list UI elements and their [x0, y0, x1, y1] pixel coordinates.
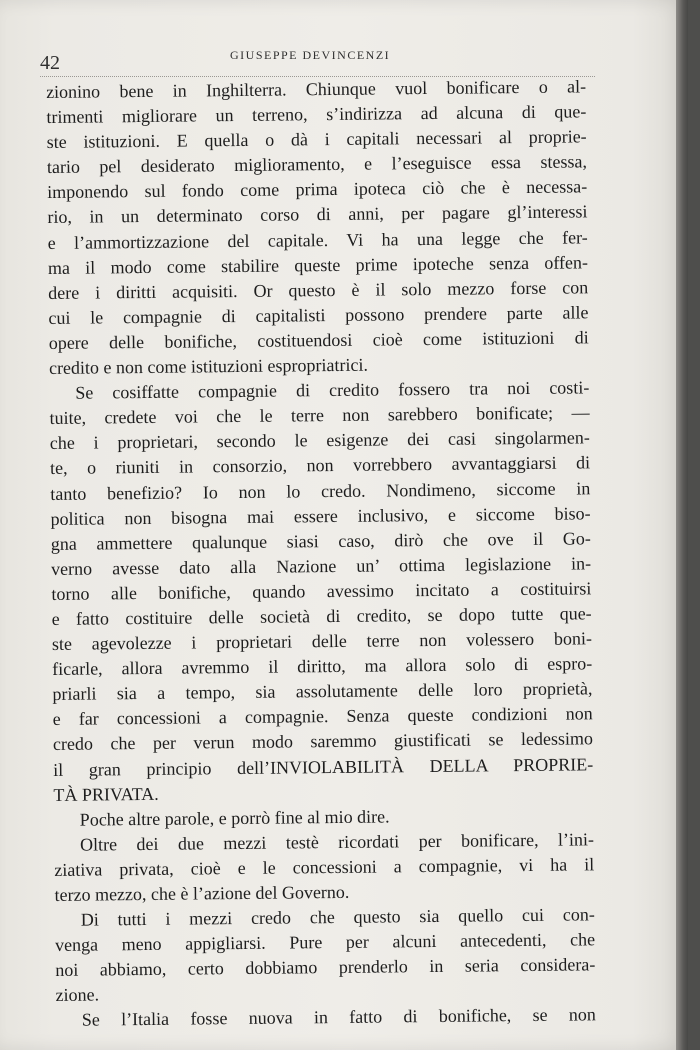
text-line: il gran principio dell’INVIOLABILITÀ DELLA PROPRIE-	[53, 753, 594, 780]
text-line: zionino bene in Inghilterra. Chiunque vuol bonificare o al-	[46, 76, 587, 102]
text-line: e fatto costituire delle società di credito, se dopo tutte que-	[51, 603, 592, 629]
text-line: tanto benefizio? Io non lo credo. Nondimeno, siccome in	[50, 477, 591, 504]
text-line: TÀ PRIVATA.	[53, 783, 159, 805]
text-line: politica non bisogna mai essere inclusivo, e siccome biso-	[50, 502, 591, 529]
text-line: gna ammettere qualunque siasi caso, dirò che ove il Go-	[50, 528, 591, 554]
text-line: te, o riuniti in consorzio, non vorrebbero avvantaggiarsi di	[49, 452, 591, 479]
text-line: ficarle, allora avremmo il diritto, ma allora solo di espro-	[52, 653, 593, 680]
text-line: verno avesse dato alla Nazione un’ ottima legislazione in-	[51, 553, 592, 579]
text-line: Se l’Italia fosse nuova in fatto di bonifiche, se non	[81, 1004, 596, 1031]
page-gutter-shadow	[676, 0, 688, 1050]
text-line: credo che per verun modo saremmo giustificati se ledessimo	[52, 728, 594, 755]
text-line: Oltre dei due mezzi testè ricordati per bonificare, l’ini-	[79, 829, 595, 855]
text-line: tuite, credete voi che le terre non sarebbero bonificate; —	[49, 402, 590, 429]
text-line: ziativa privata, cioè e le concessioni a compagnie, vi ha il	[54, 854, 595, 880]
text-line: venga meno appigliarsi. Pure per alcuni antecedenti, che	[54, 929, 596, 956]
text-line: ma il modo come stabilire queste prime ipoteche senza offen-	[47, 251, 589, 278]
body-text	[46, 74, 596, 1033]
text-line: tario pel desiderato miglioramento, e l’eseguisce essa stessa,	[46, 151, 587, 178]
text-line: e far concessioni a compagnie. Senza queste condizioni non	[52, 703, 593, 730]
text-line: zione.	[55, 984, 100, 1006]
text-line: Di tutti i mezzi credo che questo sia quello cui con-	[80, 904, 595, 930]
text-line: priarli sia a tempo, sia assolutamente delle loro proprietà,	[52, 678, 593, 705]
text-line: che i proprietari, secondo le esigenze dei casi singolarmen-	[49, 427, 590, 454]
text-line: e l’ammortizzazione del capitale. Vi ha una legge che fer-	[47, 226, 588, 253]
page-header	[40, 42, 595, 77]
text-line: imponendo sul fondo come prima ipoteca ciò che è necessa-	[47, 176, 588, 203]
text-line: dere i diritti acquisiti. Or questo è il solo mezzo forse con	[48, 277, 589, 303]
text-line: torno alle bonifiche, quando avessimo incitato a costituirsi	[51, 578, 592, 604]
text-line: Poche altre parole, e porrò fine al mio dire.	[79, 806, 390, 830]
text-line: cui le compagnie di capitalisti possono prendere parte alle	[48, 302, 589, 328]
text-line: Se cosiffatte compagnie di credito fossero tra noi costi-	[75, 377, 590, 403]
text-line: noi abbiamo, certo dobbiamo prenderlo in seria considera-	[55, 954, 596, 981]
text-line: trimenti migliorare un terreno, s’indirizza ad alcuna di que-	[46, 101, 587, 128]
text-line: ste istituzioni. E quella o dà i capitali necessari al proprie-	[46, 126, 587, 153]
text-line: credito e non come istituzioni espropriatrici.	[48, 354, 369, 379]
page-number: 42	[40, 52, 60, 74]
text-line: opere delle bonifiche, costituendosi cioè come istituzioni di	[48, 327, 589, 353]
text-line: terzo mezzo, che è l’azione del Governo.	[54, 881, 350, 905]
running-title: GIUSEPPE DEVINCENZI	[230, 48, 391, 62]
text-line: rio, in un determinato corso di anni, per pagare gl’interessi	[47, 201, 588, 228]
text-line: ste agevolezze i proprietari delle terre non volessero boni-	[51, 628, 592, 655]
